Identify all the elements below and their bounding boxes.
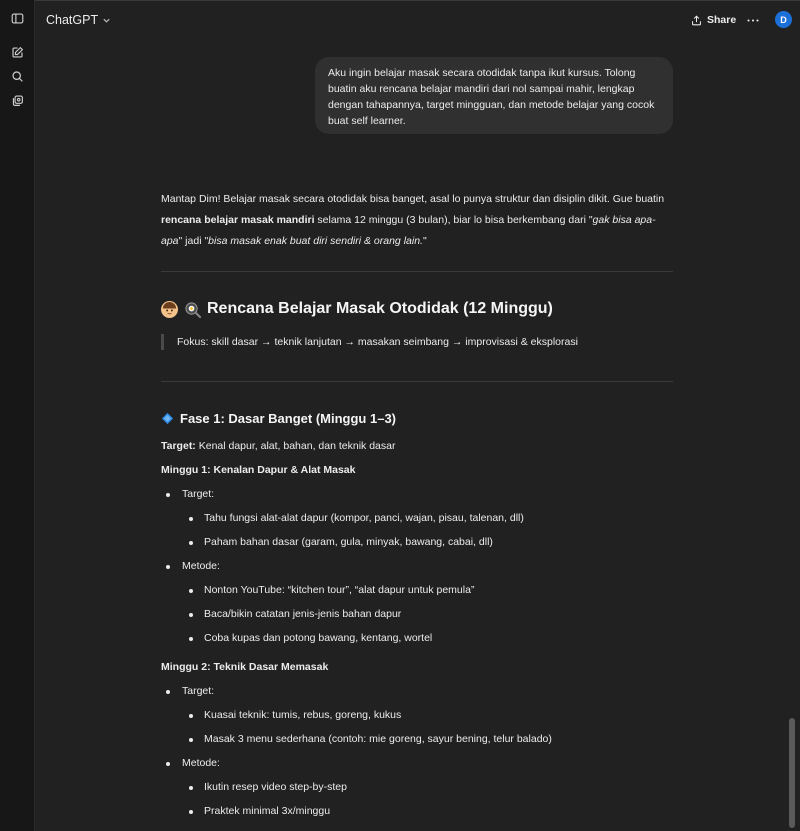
- top-bar: [35, 0, 800, 38]
- bullet: [166, 493, 170, 497]
- plan-title: Rencana Belajar Masak Otodidak (12 Minggu): [207, 300, 553, 317]
- bullet: [166, 762, 170, 766]
- week2-title: Minggu 2: Teknik Dasar Memasak: [161, 661, 329, 673]
- phase1-title: Fase 1: Dasar Banget (Minggu 1–3): [180, 411, 396, 426]
- library-icon[interactable]: [8, 91, 27, 110]
- phase1-target: [161, 439, 395, 454]
- intro-bold: rencana belajar masak mandiri: [161, 214, 315, 226]
- cook-emoji-icon: [161, 301, 178, 318]
- user-message: Aku ingin belajar masak secara otodidak tanpa ikut kursus. Tolong buatin aku rencana belajar mandiri dari nol sampai mahir, lengkap dengan tahapannya, target mingguan, dan metode belajar yang cocok buat self learner.: [315, 57, 673, 134]
- share-button[interactable]: [691, 12, 736, 28]
- search-icon[interactable]: [8, 67, 27, 86]
- intro-text-3: " jadi ": [178, 235, 209, 247]
- divider: [161, 271, 673, 272]
- model-name: ChatGPT: [46, 13, 99, 27]
- list-item: Masak 3 menu sederhana (contoh: mie goreng, sayur bening, telur balado): [204, 733, 552, 745]
- bullet: [189, 786, 193, 790]
- list-item: Paham bahan dasar (garam, gula, minyak, bawang, cabai, dll): [204, 536, 493, 548]
- phase1-target-text: Kenal dapur, alat, bahan, dan teknik dasar: [195, 440, 396, 452]
- list-item: Coba kupas dan potong bawang, kentang, wortel: [204, 632, 433, 644]
- bullet: [166, 565, 170, 569]
- intro-text-1: Mantap Dim! Belajar masak secara otodidak bisa banget, asal lo punya struktur dan disiplin dikit. Gue buatin: [161, 193, 665, 205]
- bullet: [189, 637, 193, 641]
- week1-title: Minggu 1: Kenalan Dapur & Alat Masak: [161, 464, 356, 476]
- intro-paragraph: [161, 189, 673, 252]
- bullet: [189, 714, 193, 718]
- bullet: [189, 810, 193, 814]
- list-item: Kuasai teknik: tumis, rebus, goreng, kukus: [204, 709, 402, 721]
- intro-italic-1: gak bisa apa-apa: [161, 214, 656, 247]
- new-chat-icon[interactable]: [8, 43, 27, 62]
- focus-blockquote: Fokus: skill dasar → teknik lanjutan → masakan seimbang → improvisasi & eksplorasi: [161, 334, 673, 350]
- scrollbar[interactable]: [789, 718, 795, 828]
- list-item: Praktek minimal 3x/minggu: [204, 805, 331, 817]
- divider: [161, 381, 673, 382]
- bullet: [166, 690, 170, 694]
- more-options-icon[interactable]: [745, 12, 761, 28]
- bullet: [189, 613, 193, 617]
- bullet: [189, 517, 193, 521]
- week2-target-label: Target:: [182, 685, 215, 697]
- bullet: [189, 589, 193, 593]
- intro-italic-2: bisa masak enak buat diri sendiri & orang lain.: [208, 235, 423, 247]
- intro-text-4: ": [422, 235, 427, 247]
- list-item: Baca/bikin catatan jenis-jenis bahan dapur: [204, 608, 402, 620]
- list-item: Ikutin resep video step-by-step: [204, 781, 347, 793]
- frying-pan-icon: [184, 301, 201, 318]
- sidebar: [0, 0, 35, 831]
- model-selector[interactable]: [46, 12, 111, 28]
- share-icon: [691, 15, 702, 26]
- avatar[interactable]: D: [775, 11, 792, 28]
- list-item: Tahu fungsi alat-alat dapur (kompor, panci, wajan, pisau, talenan, dll): [204, 512, 524, 524]
- week1-target-label: Target:: [182, 488, 215, 500]
- bullet: [189, 541, 193, 545]
- week1-method-label: Metode:: [182, 560, 220, 572]
- blue-diamond-icon: [161, 412, 174, 425]
- chevron-down-icon: [102, 16, 111, 25]
- share-label: Share: [707, 14, 737, 26]
- plan-heading: [161, 300, 553, 318]
- list-item: Nonton YouTube: “kitchen tour”, “alat dapur untuk pemula”: [204, 584, 475, 596]
- sidebar-toggle-icon[interactable]: [8, 9, 27, 28]
- bullet: [189, 738, 193, 742]
- intro-text-2: selama 12 minggu (3 bulan), biar lo bisa berkembang dari ": [314, 214, 593, 226]
- phase1-heading: [161, 411, 396, 426]
- phase1-target-label: Target:: [161, 440, 196, 452]
- week2-method-label: Metode:: [182, 757, 220, 769]
